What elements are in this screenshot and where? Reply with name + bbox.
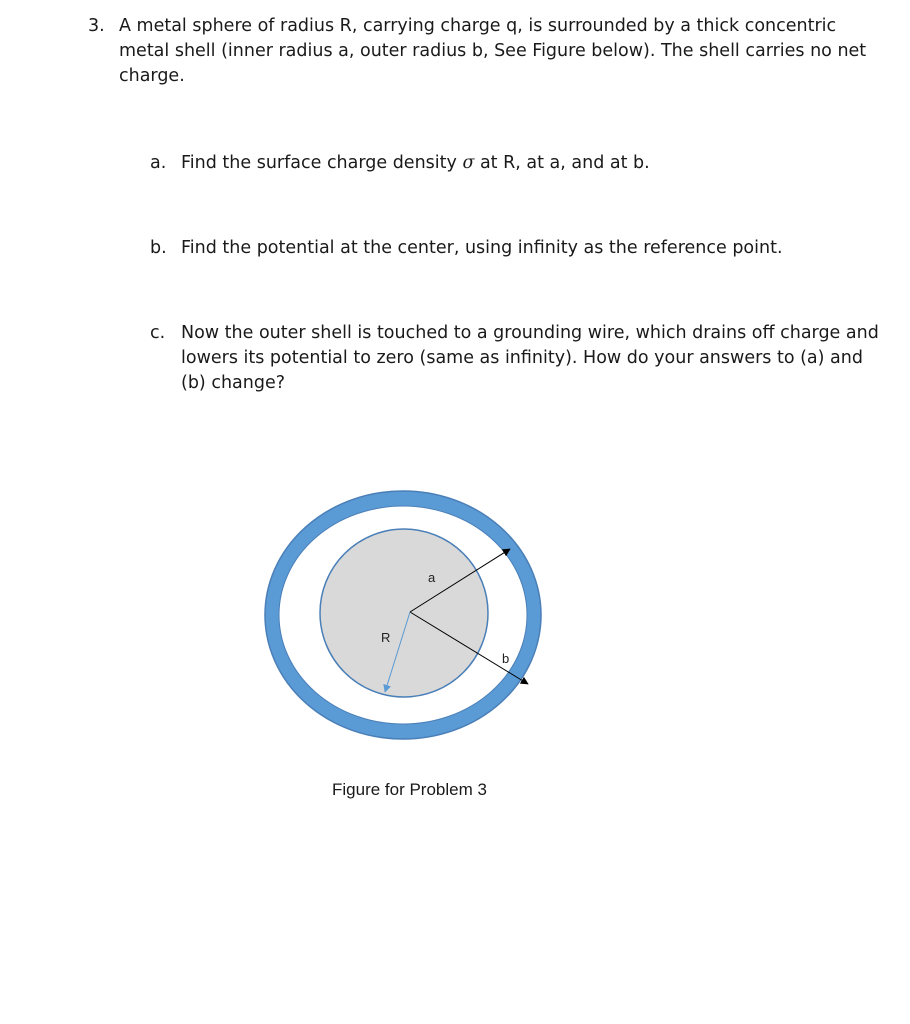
concentric-shell-figure: [240, 470, 570, 770]
problem-statement: A metal sphere of radius R, carrying charge q, is surrounded by a thick concentric metal shell (inner radius a, outer radius b, See Figure below). The shell carries no net charge.: [119, 16, 867, 86]
label-R: R: [381, 630, 391, 645]
part-b-letter: b.: [150, 238, 167, 258]
part-a-text: [181, 151, 880, 176]
part-c: [150, 321, 880, 396]
part-b: [150, 236, 880, 261]
part-b-text: Find the potential at the center, using infinity as the reference point.: [181, 238, 783, 258]
part-a-text-before: Find the surface charge density: [181, 153, 463, 173]
problem-number: 3.: [88, 16, 105, 36]
figure-caption: Figure for Problem 3: [332, 780, 487, 799]
problem-3: [88, 14, 878, 89]
label-b: b: [502, 651, 510, 666]
part-a: [150, 151, 880, 176]
figure-svg: [240, 470, 570, 770]
label-a: a: [428, 570, 436, 585]
part-c-letter: c.: [150, 323, 166, 343]
inner-sphere: [320, 529, 488, 697]
sigma-symbol: σ: [462, 153, 475, 173]
part-a-letter: a.: [150, 153, 167, 173]
part-a-text-after: at R, at a, and at b.: [474, 153, 650, 173]
part-c-text: Now the outer shell is touched to a grounding wire, which drains off charge and lowers its potential to zero (same as infinity). How do your answers to (a) and (b) change?: [181, 323, 879, 393]
